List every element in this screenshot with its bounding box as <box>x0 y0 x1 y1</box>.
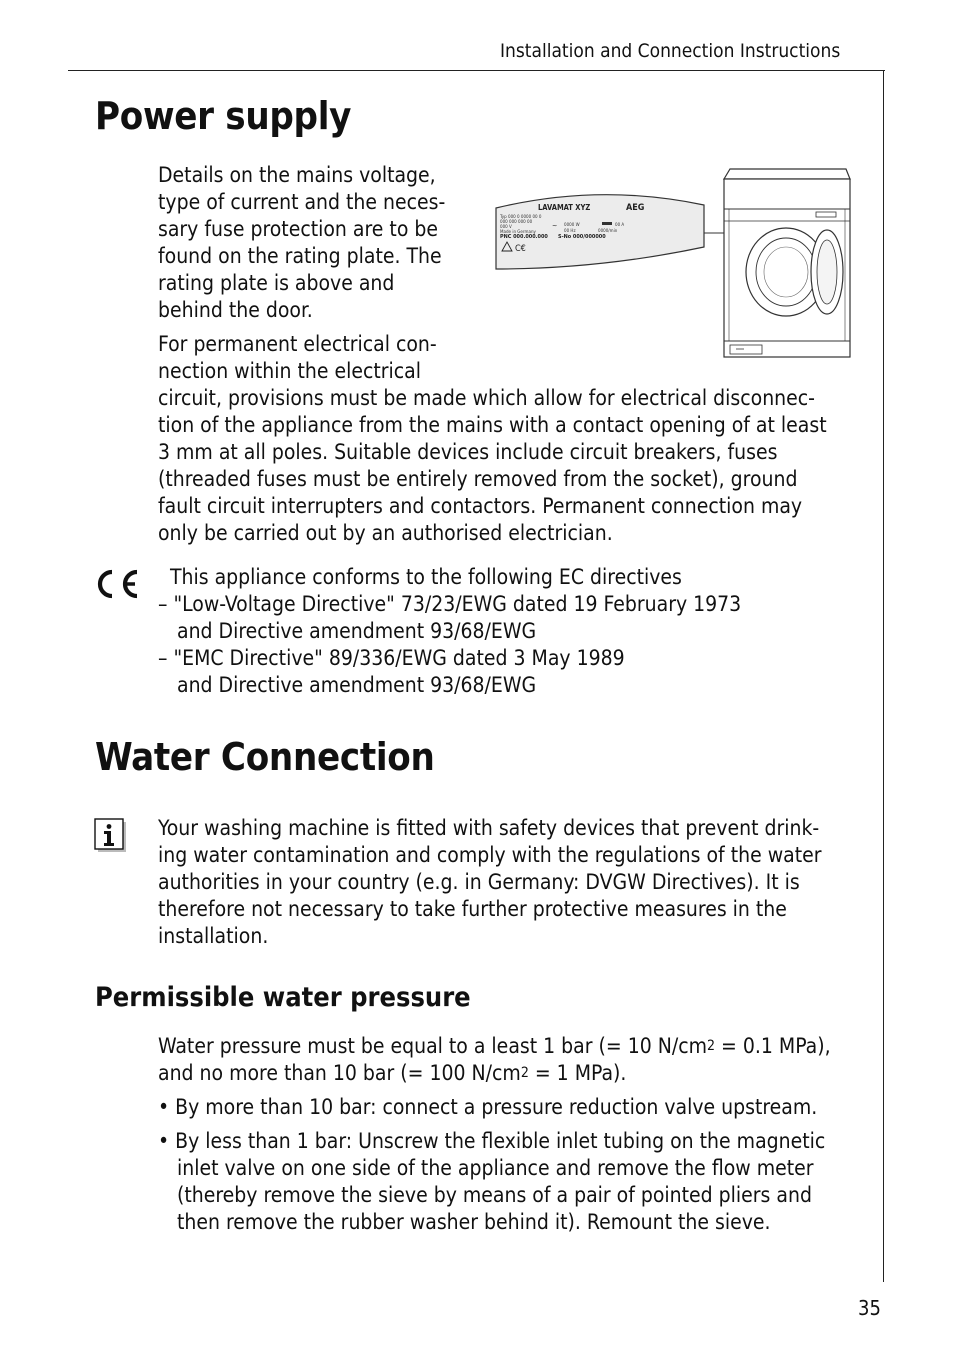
power-supply-heading: Power supply <box>95 94 352 138</box>
plate-brand: AEG <box>626 203 645 213</box>
list-item: – "EMC Directive" 89/336/EWG dated 3 May 1989 <box>158 646 625 670</box>
plate-volt: 000 V <box>500 225 512 230</box>
text-line: Details on the mains voltage, <box>158 163 436 187</box>
rating-plate <box>496 195 704 269</box>
plate-model: LAVAMAT XYZ <box>538 203 591 212</box>
text-line: and Directive amendment 93/68/EWG <box>177 673 537 697</box>
pressure-text: and no more than 10 bar (= 100 N/cm <box>158 1061 521 1085</box>
rating-plate-illustration <box>490 165 860 365</box>
water-connection-heading: Water Connection <box>95 735 435 779</box>
text-line: and Directive amendment 93/68/EWG <box>177 619 537 643</box>
plate-pnc: PNC 000.000.000 <box>500 234 548 240</box>
washing-machine-icon <box>724 169 850 357</box>
text-line: rating plate is above and <box>158 271 395 295</box>
text-line: (thereby remove the sieve by means of a pair of pointed pliers and <box>177 1183 812 1207</box>
text-line: For permanent electrical con- <box>158 332 437 356</box>
pressure-text: = 0.1 MPa), <box>715 1034 831 1058</box>
text-line: inlet valve on one side of the appliance and remove the flow meter <box>177 1156 814 1180</box>
water-pressure-heading: Permissible water pressure <box>95 982 471 1013</box>
text-line: type of current and the neces- <box>158 190 446 214</box>
running-header: Installation and Connection Instructions <box>500 40 841 62</box>
plate-serial: S-No 000/000000 <box>558 234 606 240</box>
superscript: 2 <box>707 1038 716 1054</box>
ce-mark-icon <box>93 566 141 602</box>
text-line: fault circuit interrupters and contactors. Permanent connection may <box>158 494 803 518</box>
pressure-text: Water pressure must be equal to a least 1 bar (= 10 N/cm <box>158 1034 708 1058</box>
plate-watt: 0000 W <box>564 223 580 228</box>
pressure-line-2 <box>158 1060 626 1087</box>
text-line: This appliance conforms to the following EC directives <box>170 565 682 589</box>
text-line: installation. <box>158 924 269 948</box>
text-line: sary fuse protection are to be <box>158 217 438 241</box>
header-rule <box>68 70 885 71</box>
superscript: 2 <box>520 1065 529 1081</box>
text-line: nection within the electrical <box>158 359 422 383</box>
text-line: behind the door. <box>158 298 313 322</box>
text-line: only be carried out by an authorised electrician. <box>158 521 613 545</box>
plate-made-in: Made in Germany <box>500 230 536 235</box>
text-line: found on the rating plate. The <box>158 244 442 268</box>
text-line: circuit, provisions must be made which allow for electrical disconnec- <box>158 386 815 410</box>
text-line: 3 mm at all poles. Suitable devices include circuit breakers, fuses <box>158 440 778 464</box>
text-line: ing water contamination and comply with the regulations of the water <box>158 843 822 867</box>
page-number: 35 <box>858 1296 881 1320</box>
pressure-line-1 <box>158 1033 831 1060</box>
text-line: then remove the rubber washer behind it). Remount the sieve. <box>177 1210 771 1234</box>
text-line: therefore not necessary to take further protective measures in the <box>158 897 787 921</box>
fuse-icon <box>602 222 612 225</box>
text-line: • By less than 1 bar: Unscrew the flexible inlet tubing on the magnetic <box>158 1129 826 1153</box>
list-item: – "Low-Voltage Directive" 73/23/EWG dated 19 February 1973 <box>158 592 742 616</box>
info-icon <box>94 818 128 854</box>
text-line: Your washing machine is fitted with safety devices that prevent drink- <box>158 816 820 840</box>
bullet-item: • By more than 10 bar: connect a pressure reduction valve upstream. <box>158 1095 818 1119</box>
plate-hz: 00 Hz <box>564 229 576 234</box>
plate-tilde: ~ <box>552 222 558 230</box>
plate-code: 000 000 000 00 <box>500 220 533 225</box>
text-line: authorities in your country (e.g. in Germany: DVGW Directives). It is <box>158 870 800 894</box>
pressure-text: = 1 MPa). <box>528 1061 627 1085</box>
text-line: tion of the appliance from the mains with a contact opening of at least <box>158 413 827 437</box>
plate-ce-icon: C€ <box>515 244 526 254</box>
margin-rule <box>883 70 884 1282</box>
text-line: (threaded fuses must be entirely removed from the socket), ground <box>158 467 798 491</box>
plate-typ: Typ 000 0 0000 00 0 <box>500 215 542 220</box>
plate-rpm: 0000/min <box>598 229 618 234</box>
plate-amp: 00 A <box>615 223 625 228</box>
